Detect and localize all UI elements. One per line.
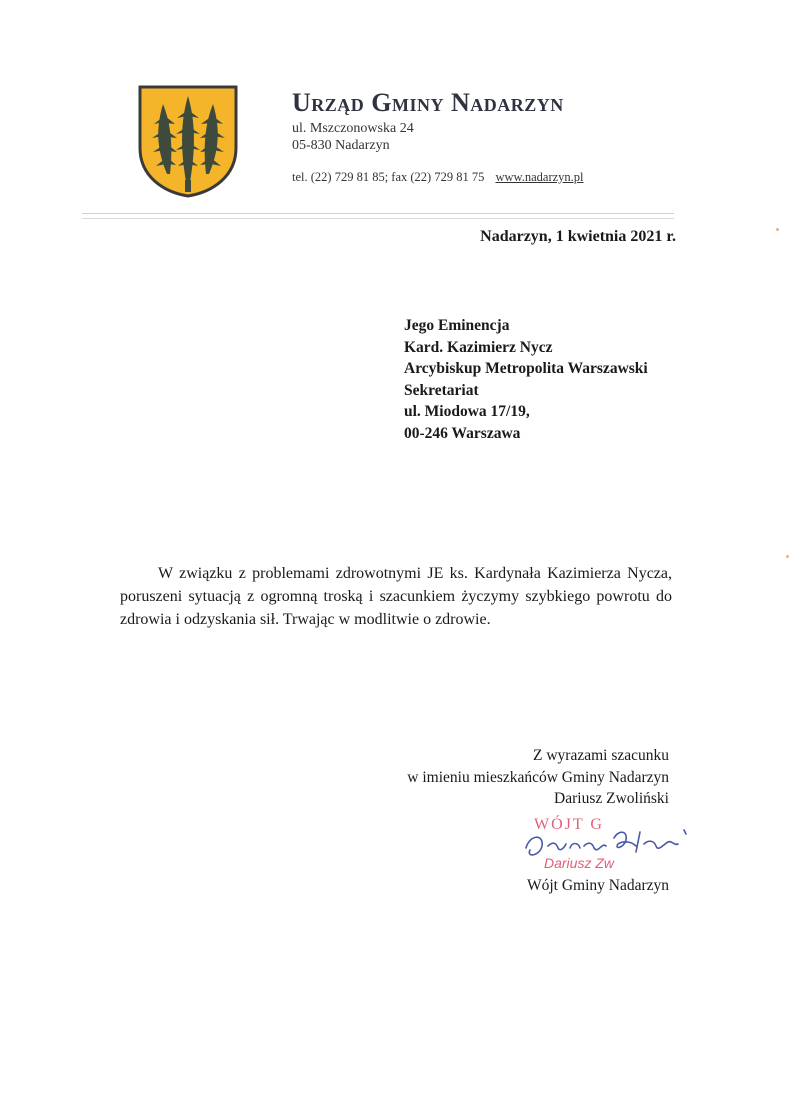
signature-stamp [508, 808, 698, 876]
header-divider [82, 213, 674, 214]
stamp-name: Dariusz Zw [544, 855, 615, 871]
closing-block [407, 745, 669, 810]
closing-line: Z wyrazami szacunku [533, 747, 669, 764]
closing-line: Dariusz Zwoliński [554, 790, 669, 807]
scan-speck [786, 555, 789, 558]
recipient-line: Kard. Kazimierz Nycz [404, 338, 553, 356]
address-street: ul. Mszczonowska 24 [292, 121, 414, 136]
scan-speck [776, 228, 779, 231]
closing-line: w imieniu mieszkańców Gminy Nadarzyn [407, 768, 669, 786]
recipient-line: 00-246 Warszawa [404, 424, 521, 442]
organization-name: Urząd Gminy Nadarzyn [292, 88, 564, 117]
recipient-line: Arcybiskup Metropolita Warszawski [404, 360, 648, 377]
recipient-line: Sekretariat [404, 381, 479, 399]
handwritten-signature [526, 830, 686, 855]
address-postal: 05-830 Nadarzyn [292, 138, 390, 153]
letter-date: Nadarzyn, 1 kwietnia 2021 r. [480, 228, 676, 245]
recipient-line: Jego Eminencja [404, 317, 510, 334]
stamp-title: WÓJT G [534, 816, 604, 833]
recipient-line: ul. Miodowa 17/19, [404, 403, 530, 420]
contact-line [292, 170, 584, 185]
header-divider-secondary [82, 218, 674, 219]
coat-of-arms-logo [137, 84, 239, 198]
letter-body: W związku z problemami zdrowotnymi JE ks. Kardynała Kazimierza Nycza, poruszeni sytuacją z ogromną troską i szacunkiem życzymy szybkiego powrotu do zdrowia i odzyskania sił. Trwając w modlitwie o zdrowie. [120, 565, 672, 628]
phone-fax: tel. (22) 729 81 85; fax (22) 729 81 75 [292, 170, 485, 184]
recipient-address-block [404, 315, 648, 444]
signatory-title: Wójt Gminy Nadarzyn [526, 877, 669, 894]
website-link[interactable]: www.nadarzyn.pl [495, 170, 584, 184]
